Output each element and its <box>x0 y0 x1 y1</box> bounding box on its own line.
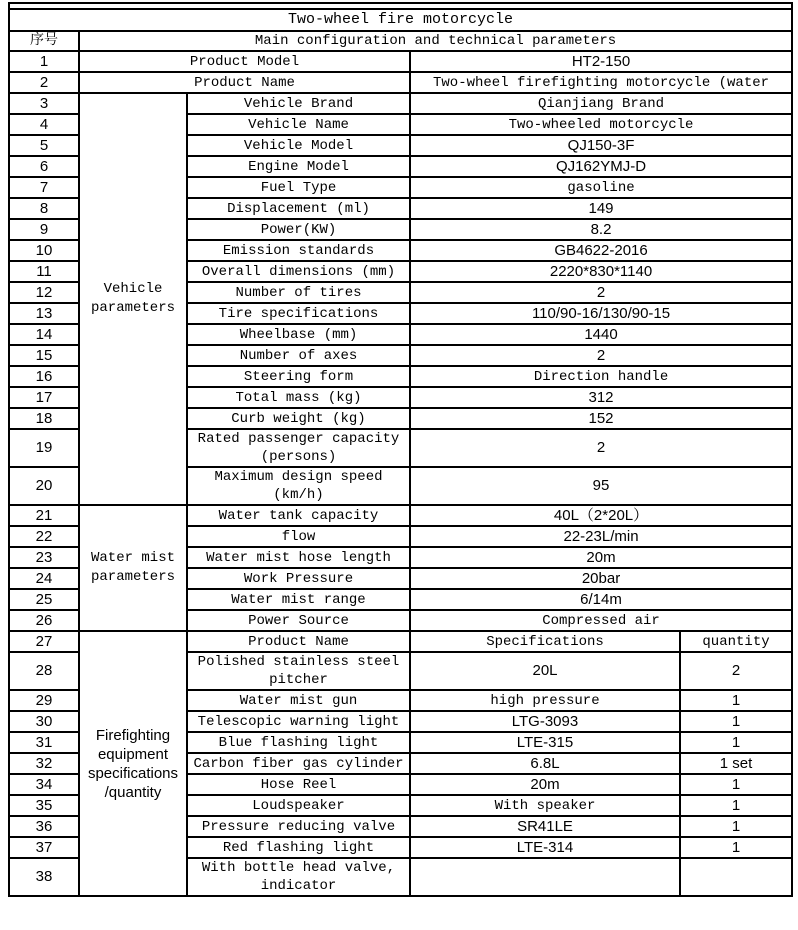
param-value-cell: Two-wheeled motorcycle <box>410 114 792 135</box>
row-number-cell: 19 <box>9 429 79 467</box>
param-value-cell: Direction handle <box>410 366 792 387</box>
qty-cell: 1 set <box>680 753 792 774</box>
param-value-cell: 2 <box>410 282 792 303</box>
param-value-cell: 149 <box>410 198 792 219</box>
row-number-cell: 27 <box>9 631 79 652</box>
title-row <box>9 9 792 31</box>
row-number-cell: 2 <box>9 72 79 93</box>
spec-cell <box>410 858 680 896</box>
row-number-cell: 16 <box>9 366 79 387</box>
param-label-cell: Number of tires <box>187 282 410 303</box>
param-label-cell: Curb weight (kg) <box>187 408 410 429</box>
param-value-cell: Compressed air <box>410 610 792 631</box>
spec-table <box>8 2 793 897</box>
row-number-cell: 38 <box>9 858 79 896</box>
param-value-cell: GB4622-2016 <box>410 240 792 261</box>
param-value-cell: 40L（2*20L） <box>410 505 792 526</box>
row-number-cell: 1 <box>9 51 79 72</box>
param-value-cell: 152 <box>410 408 792 429</box>
row-number-cell: 30 <box>9 711 79 732</box>
equipment-name-cell: Water mist gun <box>187 690 410 711</box>
param-label-cell: Vehicle Model <box>187 135 410 156</box>
param-label-cell: Power Source <box>187 610 410 631</box>
row-number-cell: 8 <box>9 198 79 219</box>
param-value-cell: 22-23L/min <box>410 526 792 547</box>
qty-cell <box>680 858 792 896</box>
param-value-cell: Qianjiang Brand <box>410 93 792 114</box>
row-number-cell: 37 <box>9 837 79 858</box>
param-label-cell: Vehicle Brand <box>187 93 410 114</box>
row-number-cell: 21 <box>9 505 79 526</box>
equipment-name-cell: Carbon fiber gas cylinder <box>187 753 410 774</box>
table-row <box>9 72 792 93</box>
row-number-cell: 9 <box>9 219 79 240</box>
param-value-cell: Two-wheel firefighting motorcycle (water <box>410 72 792 93</box>
param-label-cell: Displacement (ml) <box>187 198 410 219</box>
row-number-cell: 14 <box>9 324 79 345</box>
row-number-cell: 25 <box>9 589 79 610</box>
param-label-cell: Water mist range <box>187 589 410 610</box>
param-value-cell: 20m <box>410 547 792 568</box>
row-number-cell: 20 <box>9 467 79 505</box>
param-value-cell: QJ150-3F <box>410 135 792 156</box>
row-number-cell: 32 <box>9 753 79 774</box>
param-value-cell: 2 <box>410 429 792 467</box>
row-number-cell: 34 <box>9 774 79 795</box>
equipment-name-cell: Telescopic warning light <box>187 711 410 732</box>
row-number-cell: 7 <box>9 177 79 198</box>
param-label-cell: Vehicle Name <box>187 114 410 135</box>
param-value-cell: QJ162YMJ-D <box>410 156 792 177</box>
row-number-cell: 3 <box>9 93 79 114</box>
table-row <box>9 505 792 526</box>
spec-cell: LTE-314 <box>410 837 680 858</box>
qty-cell: 1 <box>680 816 792 837</box>
param-label-cell: Engine Model <box>187 156 410 177</box>
equipment-name-cell: Polished stainless steel pitcher <box>187 652 410 690</box>
row-number-cell: 23 <box>9 547 79 568</box>
row-number-cell: 17 <box>9 387 79 408</box>
spec-cell: LTG-3093 <box>410 711 680 732</box>
spec-cell: LTE-315 <box>410 732 680 753</box>
param-label-cell: Rated passenger capacity (persons) <box>187 429 410 467</box>
row-number-cell: 31 <box>9 732 79 753</box>
row-number-cell: 6 <box>9 156 79 177</box>
qty-cell: 1 <box>680 732 792 753</box>
row-number-cell: 29 <box>9 690 79 711</box>
qty-cell: 1 <box>680 690 792 711</box>
spec-cell: 6.8L <box>410 753 680 774</box>
row-number-cell: 18 <box>9 408 79 429</box>
table-row <box>9 631 792 652</box>
param-label-cell: Overall dimensions (mm) <box>187 261 410 282</box>
param-label-cell: Number of axes <box>187 345 410 366</box>
spec-cell: 20m <box>410 774 680 795</box>
param-value-cell: 1440 <box>410 324 792 345</box>
param-value-cell: gasoline <box>410 177 792 198</box>
param-label-cell: Total mass (kg) <box>187 387 410 408</box>
table-row <box>9 93 792 114</box>
row-number-cell: 26 <box>9 610 79 631</box>
group-label-cell: Water mist parameters <box>79 505 187 631</box>
param-value-cell: 2220*830*1140 <box>410 261 792 282</box>
param-label-cell: Steering form <box>187 366 410 387</box>
param-label-cell: Power(KW) <box>187 219 410 240</box>
row-number-cell: 36 <box>9 816 79 837</box>
qty-cell: 1 <box>680 711 792 732</box>
spec-document <box>8 2 793 897</box>
qty-cell: 1 <box>680 795 792 816</box>
param-value-cell: 20bar <box>410 568 792 589</box>
param-value-cell: 110/90-16/130/90-15 <box>410 303 792 324</box>
param-label-cell: Water mist hose length <box>187 547 410 568</box>
index-column-header: 序号 <box>9 31 79 51</box>
row-number-cell: 13 <box>9 303 79 324</box>
param-label-cell: Work Pressure <box>187 568 410 589</box>
row-number-cell: 11 <box>9 261 79 282</box>
table-row <box>9 51 792 72</box>
row-number-cell: 4 <box>9 114 79 135</box>
group-label-cell: Vehicle parameters <box>79 93 187 505</box>
param-value-cell: HT2-150 <box>410 51 792 72</box>
column-header-product-name: Product Name <box>187 631 410 652</box>
spec-cell: SR41LE <box>410 816 680 837</box>
row-number-cell: 28 <box>9 652 79 690</box>
table-title: Two-wheel fire motorcycle <box>9 9 792 31</box>
param-label-cell: Product Model <box>79 51 410 72</box>
spec-table-body <box>9 3 792 896</box>
param-value-cell: 2 <box>410 345 792 366</box>
group-label-cell: Firefighting equipment specifications /quantity <box>79 631 187 896</box>
equipment-name-cell: Loudspeaker <box>187 795 410 816</box>
column-header-specifications: Specifications <box>410 631 680 652</box>
equipment-name-cell: Hose Reel <box>187 774 410 795</box>
spec-cell: 20L <box>410 652 680 690</box>
param-value-cell: 95 <box>410 467 792 505</box>
equipment-name-cell: With bottle head valve, indicator <box>187 858 410 896</box>
param-value-cell: 6/14m <box>410 589 792 610</box>
row-number-cell: 22 <box>9 526 79 547</box>
qty-cell: 1 <box>680 774 792 795</box>
row-number-cell: 12 <box>9 282 79 303</box>
param-label-cell: Emission standards <box>187 240 410 261</box>
equipment-name-cell: Pressure reducing valve <box>187 816 410 837</box>
equipment-name-cell: Blue flashing light <box>187 732 410 753</box>
row-number-cell: 35 <box>9 795 79 816</box>
row-number-cell: 10 <box>9 240 79 261</box>
param-label-cell: flow <box>187 526 410 547</box>
param-label-cell: Wheelbase (mm) <box>187 324 410 345</box>
spec-cell: high pressure <box>410 690 680 711</box>
param-label-cell: Tire specifications <box>187 303 410 324</box>
row-number-cell: 5 <box>9 135 79 156</box>
param-value-cell: 8.2 <box>410 219 792 240</box>
main-header: Main configuration and technical parameters <box>79 31 792 51</box>
param-label-cell: Product Name <box>79 72 410 93</box>
row-number-cell: 15 <box>9 345 79 366</box>
param-label-cell: Fuel Type <box>187 177 410 198</box>
param-label-cell: Maximum design speed (km/h) <box>187 467 410 505</box>
qty-cell: 2 <box>680 652 792 690</box>
param-label-cell: Water tank capacity <box>187 505 410 526</box>
column-header-quantity: quantity <box>680 631 792 652</box>
param-value-cell: 312 <box>410 387 792 408</box>
equipment-name-cell: Red flashing light <box>187 837 410 858</box>
header-row <box>9 31 792 51</box>
row-number-cell: 24 <box>9 568 79 589</box>
spec-cell: With speaker <box>410 795 680 816</box>
qty-cell: 1 <box>680 837 792 858</box>
